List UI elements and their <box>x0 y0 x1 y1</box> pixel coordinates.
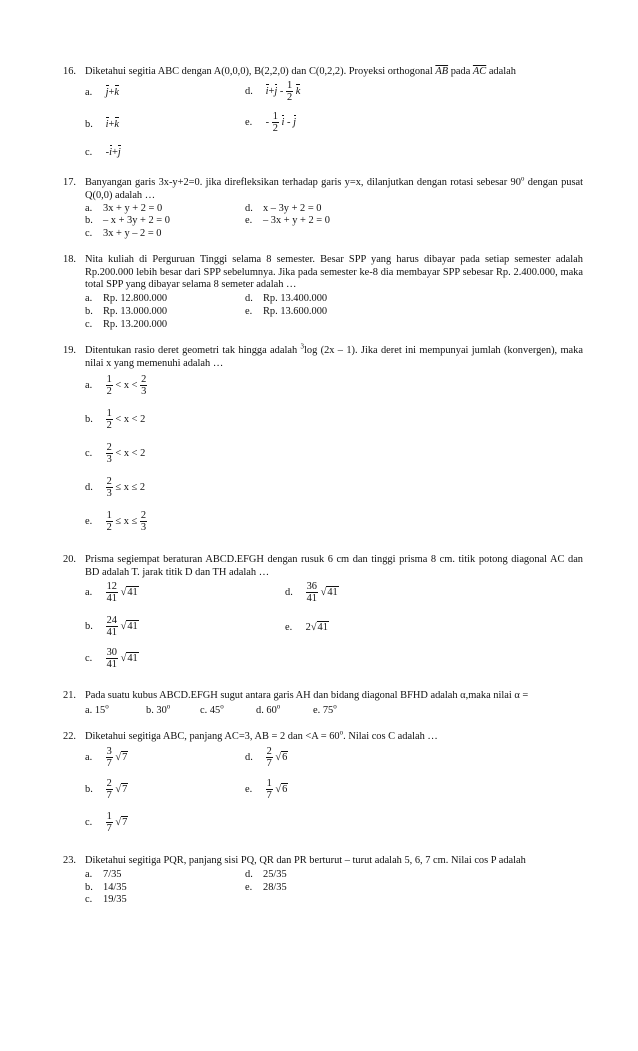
option-18c: c. Rp. 13.200.000 <box>85 319 168 330</box>
option-17b: b. – x + 3y + 2 = 0 <box>85 215 170 226</box>
square-root: √41 <box>120 621 138 632</box>
option-19a: a. $\frac{1}{2}$ < x < $\frac{2}{3}$ <box>85 374 147 397</box>
square-root: √41 <box>310 622 328 633</box>
option-20d: d. $\frac{36}{41}$ √41 <box>285 581 338 604</box>
question-text: Banyangan garis 3x-y+2=0. jika direfleksikan terhadap garis y=x, dilanjutkan dengan rotasi sebesar 90$^o$ dengan pusat Q(0,0) adalah … <box>85 174 584 201</box>
option-18b: b. Rp. 13.000.000 <box>85 306 168 317</box>
option-22d: d. $\frac{2}{7}$ √6 <box>245 746 288 769</box>
question-number: 21. <box>63 690 76 701</box>
option-21a: a. 15$^o$ <box>85 702 109 716</box>
option-16b: b. i+k <box>85 119 119 130</box>
question-23 <box>63 855 583 868</box>
option-22a: a. $\frac{3}{7}$ √7 <box>85 746 128 769</box>
option-20b: b. $\frac{24}{41}$ √41 <box>85 615 138 638</box>
option-23d: d. 25/35 <box>245 869 287 880</box>
option-20a: a. $\frac{12}{41}$ √41 <box>85 581 138 604</box>
option-17e: e. – 3x + y + 2 = 0 <box>245 215 330 226</box>
question-text: Prisma segiempat beraturan ABCD.EFGH dengan rusuk 6 cm dan tinggi prisma 8 cm. titik potong diagonal AC dan BD adalah T. jarak titik D dan TH adalah … <box>85 554 583 578</box>
question-number: 16. <box>63 66 76 77</box>
option-18e: e. Rp. 13.600.000 <box>245 306 328 317</box>
square-root: √41 <box>120 653 138 664</box>
option-21b: b. 30$^o$ <box>146 702 171 716</box>
option-17c: c. 3x + y – 2 = 0 <box>85 228 162 239</box>
option-19b: b. $\frac{1}{2}$ < x < 2 <box>85 408 146 431</box>
option-23a: a. 7/35 <box>85 869 122 880</box>
question-16 <box>63 66 583 79</box>
option-16e: e. - $\frac{1}{2}$ i - j <box>245 111 296 134</box>
vector-ab: $\overline{AB}$ <box>435 66 449 77</box>
question-text: Diketahui segitiga PQR, panjang sisi PQ, QR dan PR berturut – turut adalah 5, 6, 7 cm. Nilai cos P adalah <box>85 855 526 866</box>
option-23b: b. 14/35 <box>85 882 127 893</box>
option-21d: d. 60$^o$ <box>256 702 281 716</box>
question-text: Diketahui segitiga ABC, panjang AC=3, AB = 2 dan $<A = 60^o$. Nilai cos C adalah … <box>85 728 438 742</box>
question-22 <box>63 728 583 744</box>
question-number: 22. <box>63 731 76 742</box>
option-22b: b. $\frac{2}{7}$ √7 <box>85 778 128 801</box>
square-root: √41 <box>320 587 338 598</box>
question-19 <box>63 342 583 370</box>
option-21c: c. 45$^o$ <box>200 702 224 716</box>
option-16d: d. i+j - $\frac{1}{2}$ k <box>245 80 301 103</box>
question-number: 17. <box>63 177 76 188</box>
square-root: √7 <box>115 752 128 763</box>
option-16a: a. j+k <box>85 87 119 98</box>
vector-ac: $\overline{AC}$ <box>472 66 487 77</box>
square-root: √41 <box>120 587 138 598</box>
square-root: √7 <box>115 817 128 828</box>
option-20e: e. 2√41 <box>285 621 328 633</box>
question-text: Diketahui segitia ABC dengan A(0,0,0), B(2,2,0) dan C(0,2,2). Proyeksi orthogonal $\overline{AB}$ pada $\overline{AC}$ adalah <box>85 66 516 77</box>
option-19c: c. $\frac{2}{3}$ < x < 2 <box>85 442 146 465</box>
question-number: 20. <box>63 554 76 565</box>
option-17d: d. x – 3y + 2 = 0 <box>245 203 322 214</box>
option-23e: e. 28/35 <box>245 882 287 893</box>
option-17a: a. 3x + y + 2 = 0 <box>85 203 163 214</box>
question-21 <box>63 690 583 703</box>
option-18a: a. Rp. 12.800.000 <box>85 293 168 304</box>
question-text: Ditentukan rasio deret geometri tak hingga adalah $^3$log (2x – 1). Jika deret ini mempunyai jumlah (konvergen), maka nilai x yang memenuhi adalah … <box>85 342 583 369</box>
question-number: 18. <box>63 254 76 265</box>
option-22e: e. $\frac{1}{7}$ √6 <box>245 778 288 801</box>
option-16c: c. -i+j <box>85 147 121 158</box>
square-root: √6 <box>275 784 288 795</box>
question-text: Pada suatu kubus ABCD.EFGH sugut antara garis AH dan bidang diagonal BFHD adalah α,maka nilai α = <box>85 690 529 701</box>
square-root: √7 <box>115 784 128 795</box>
option-21e: e. 75$^o$ <box>313 702 337 716</box>
option-22c: c. $\frac{1}{7}$ √7 <box>85 811 128 834</box>
option-18d: d. Rp. 13.400.000 <box>245 293 328 304</box>
question-number: 19. <box>63 345 76 356</box>
option-19e: e. $\frac{1}{2}$ ≤ x ≤ $\frac{2}{3}$ <box>85 510 147 533</box>
question-20 <box>63 554 583 579</box>
question-text: Nita kuliah di Perguruan Tinggi selama 8 semester. Besar SPP yang harus dibayar pada setiap semester adalah Rp.200.000 lebih besar dari SPP sebelumnya. Jika pada semester ke-8 dia membayar SPP sebesar Rp. 2.400.000, maka total SPP yang dibayar selama 8 semeter adalah … <box>85 254 583 290</box>
question-number: 23. <box>63 855 76 866</box>
option-23c: c. 19/35 <box>85 894 127 905</box>
fraction: $\frac{1}{2}$ <box>272 111 278 134</box>
question-18 <box>63 254 583 292</box>
option-19d: d. $\frac{2}{3}$ ≤ x ≤ 2 <box>85 476 146 499</box>
fraction: $\frac{1}{2}$ <box>286 80 293 103</box>
option-20c: c. $\frac{30}{41}$ √41 <box>85 647 138 670</box>
question-17 <box>63 174 584 202</box>
square-root: √6 <box>275 752 288 763</box>
